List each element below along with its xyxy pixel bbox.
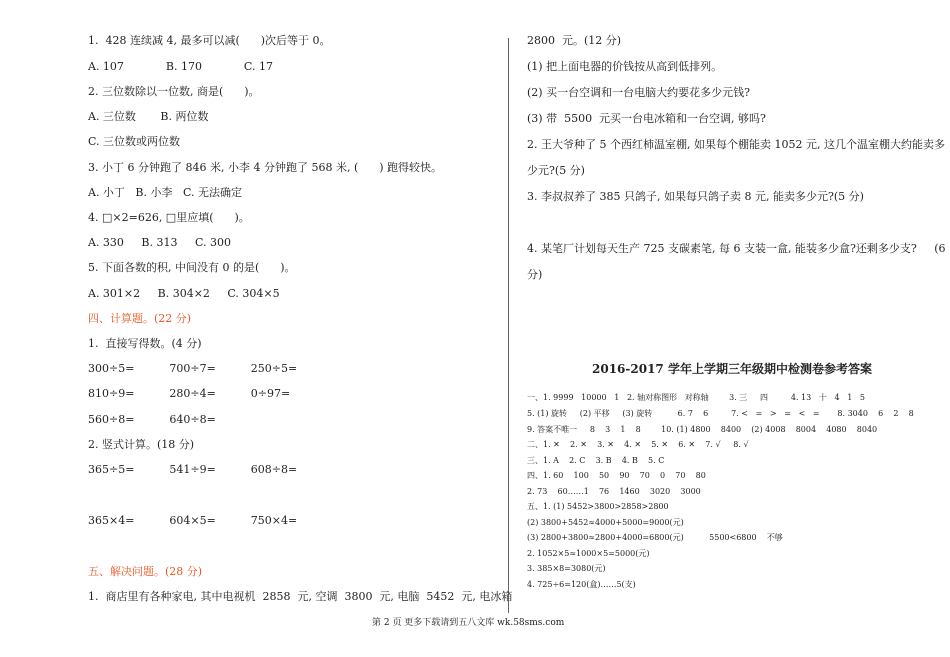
question-2-options-a: A. 三位数 B. 两位数 [88,110,209,123]
question-2: 2. 三位数除以一位数, 商是( )。 [88,85,260,98]
answer-line: (2) 3800+5452≈4000+5000=9000(元) [527,518,684,527]
answer-line: 2. 73 60……1 76 1460 3020 3000 [527,487,701,496]
calc-1-row-3: 560÷8= 640÷8= [88,413,216,426]
calc-1-row-2: 810÷9= 280÷4= 0÷97= [88,387,291,400]
question-2-options-b: C. 三位数或两位数 [88,135,181,148]
question-3: 3. 小丁 6 分钟跑了 846 米, 小李 4 分钟跑了 568 米, ( ) 跑得较快。 [88,161,442,174]
calc-2-heading: 2. 竖式计算。(18 分) [88,438,195,451]
page-footer: 第 2 页 更多下载请到五八文库 wk.58sms.com [372,618,565,628]
calc-2-row-2: 365×4= 604×5= 750×4= [88,514,298,527]
problem-1-part-3: (3) 带 5500 元买一台电冰箱和一台空调, 够吗? [527,112,766,125]
answer-line: 五、1. (1) 5452>3800>2858>2800 [527,502,669,511]
answer-line: (3) 2800+3800≈2800+4000=6800(元) 5500<6800 不够 [527,533,783,542]
answer-line: 2. 1052×5≈1000×5=5000(元) [527,549,650,558]
column-divider [508,38,509,613]
problem-1-text: 1. 商店里有各种家电, 其中电视机 2858 元, 空调 3800 元, 电脑 5452 元, 电冰箱 [88,590,513,603]
problem-3: 3. 李叔叔养了 385 只鸽子, 如果每只鸽子卖 8 元, 能卖多少元?(5 分) [527,190,864,203]
calc-1-row-1: 300÷5= 700÷7= 250÷5= [88,362,298,375]
question-5-options: A. 301×2 B. 304×2 C. 304×5 [88,287,280,300]
answer-line: 3. 385×8=3080(元) [527,564,606,573]
question-4-options: A. 330 B. 313 C. 300 [88,236,231,249]
answer-line: 三、1. A 2. C 3. B 4. B 5. C [527,456,665,465]
section-4-title: 四、计算题。(22 分) [88,312,192,325]
answer-line: 5. (1) 旋转 (2) 平移 (3) 旋转 6. 7 6 7. < = > = < = 8. 3040 6 2 8 [527,409,914,418]
question-5: 5. 下面各数的积, 中间没有 0 的是( )。 [88,261,296,274]
question-4: 4. □×2=626, □里应填( )。 [88,211,250,224]
problem-2-line-2: 少元?(5 分) [527,164,585,177]
answer-line: 四、1. 60 100 50 90 70 0 70 80 [527,471,706,480]
problem-1-part-2: (2) 买一台空调和一台电脑大约要花多少元钱? [527,86,750,99]
question-1: 1. 428 连续减 4, 最多可以减( )次后等于 0。 [88,34,331,47]
answer-key-title: 2016-2017 学年上学期三年级期中检测卷参考答案 [592,362,872,376]
calc-2-row-1: 365÷5= 541÷9= 608÷8= [88,463,298,476]
question-3-options: A. 小丁 B. 小李 C. 无法确定 [88,186,243,199]
problem-4-line-2: 分) [527,268,543,281]
answer-line: 二、1. ✕ 2. ✕ 3. ✕ 4. ✕ 5. ✕ 6. ✕ 7. √ 8. √ [527,440,749,449]
problem-1-part-1: (1) 把上面电器的价钱按从高到低排列。 [527,60,723,73]
answer-line: 一、1. 9999 10000 1 2. 轴对称图形 对称轴 3. 三 四 4. 13 十 4 1 5 [527,393,866,402]
answer-line: 4. 725÷6=120(盒)……5(支) [527,580,636,589]
problem-4-line-1: 4. 某笔厂计划每天生产 725 支碳素笔, 每 6 支装一盒, 能装多少盒?还剩多少支? (6 [527,242,946,255]
section-5-title: 五、解决问题。(28 分) [88,565,203,578]
answer-line: 9. 答案不唯一 8 3 1 8 10. (1) 4800 8400 (2) 4008 8004 4080 8040 [527,425,878,434]
calc-1-heading: 1. 直接写得数。(4 分) [88,337,202,350]
problem-2-line-1: 2. 王大爷种了 5 个西红柿温室棚, 如果每个棚能卖 1052 元, 这几个温室棚大约能卖多 [527,138,945,151]
problem-1-continued: 2800 元。(12 分) [527,34,622,47]
question-1-options: A. 107 B. 170 C. 17 [88,60,273,73]
